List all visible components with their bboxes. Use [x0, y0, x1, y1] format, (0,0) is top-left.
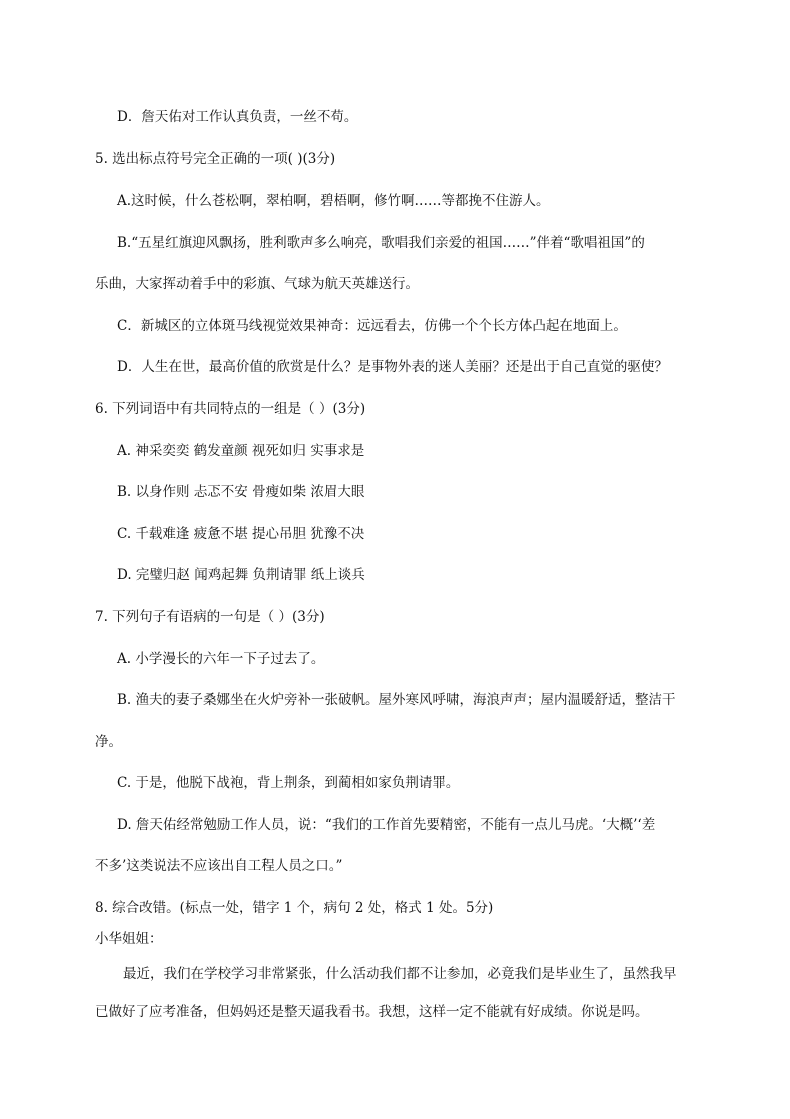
q7-option-a: A. 小学漫长的六年一下子过去了。	[117, 651, 325, 667]
q6-option-b: B. 以身作则 忐忑不安 骨瘦如柴 浓眉大眼	[117, 484, 365, 500]
q7-option-c: C. 于是，他脱下战袍，背上荆条，到蔺相如家负荆请罪。	[117, 775, 460, 791]
question-7: 7. 下列句子有语病的一句是（ ）(3分)	[95, 609, 325, 625]
question-5: 5. 选出标点符号完全正确的一项( )(3分)	[95, 151, 336, 167]
q6-option-d: D. 完璧归赵 闻鸡起舞 负荆请罪 纸上谈兵	[117, 567, 365, 583]
q7-option-d-line1: D. 詹天佑经常勉励工作人员，说：“我们的工作首先要精密，不能有一点儿马虎。‘大概’‘差	[117, 817, 656, 833]
question-6: 6. 下列词语中有共同特点的一组是（ ）(3分)	[95, 401, 366, 417]
q5-option-d: D．人生在世，最高价值的欣赏是什么？是事物外表的迷人美丽？还是出于自己直觉的驱使？	[117, 359, 668, 375]
q8-letter-salutation: 小华姐姐：	[95, 931, 163, 947]
q7-option-d-line2: 不多’这类说法不应该出自工程人员之口。”	[95, 858, 343, 874]
q6-option-c: C. 千载难逢 疲惫不堪 提心吊胆 犹豫不决	[117, 526, 365, 542]
q5-option-b-line2: 乐曲，大家挥动着手中的彩旗、气球为航天英雄送行。	[95, 276, 419, 292]
question-8: 8. 综合改错。(标点一处，错字 1 个，病句 2 处，格式 1 处。5分)	[95, 900, 494, 916]
q5-option-c: C．新城区的立体斑马线视觉效果神奇：远远看去，仿佛一个个长方体凸起在地面上。	[117, 318, 627, 334]
q5-option-b-line1: B.“五星红旗迎风飘扬，胜利歌声多么响亮，歌唱我们亲爱的祖国……”伴着“歌唱祖国”的	[117, 235, 645, 251]
q7-option-b-line2: 净。	[95, 734, 122, 750]
q7-option-b-line1: B. 渔夫的妻子桑娜坐在火炉旁补一张破帆。屋外寒风呼啸，海浪声声；屋内温暖舒适，整洁干	[117, 692, 676, 708]
q5-option-a: A.这时候，什么苍松啊，翠柏啊，碧梧啊，修竹啊……等都挽不住游人。	[117, 193, 550, 209]
q8-letter-body-line1: 最近，我们在学校学习非常紧张，什么活动我们都不让参加，必竟我们是毕业生了，虽然我早	[123, 966, 677, 982]
q8-letter-body-line2: 已做好了应考准备，但妈妈还是整天逼我看书。我想，这样一定不能就有好成绩。你说是吗。	[95, 1004, 649, 1020]
q4-option-d: D．詹天佑对工作认真负责，一丝不苟。	[117, 109, 358, 125]
q6-option-a: A. 神采奕奕 鹤发童颜 视死如归 实事求是	[117, 443, 365, 459]
